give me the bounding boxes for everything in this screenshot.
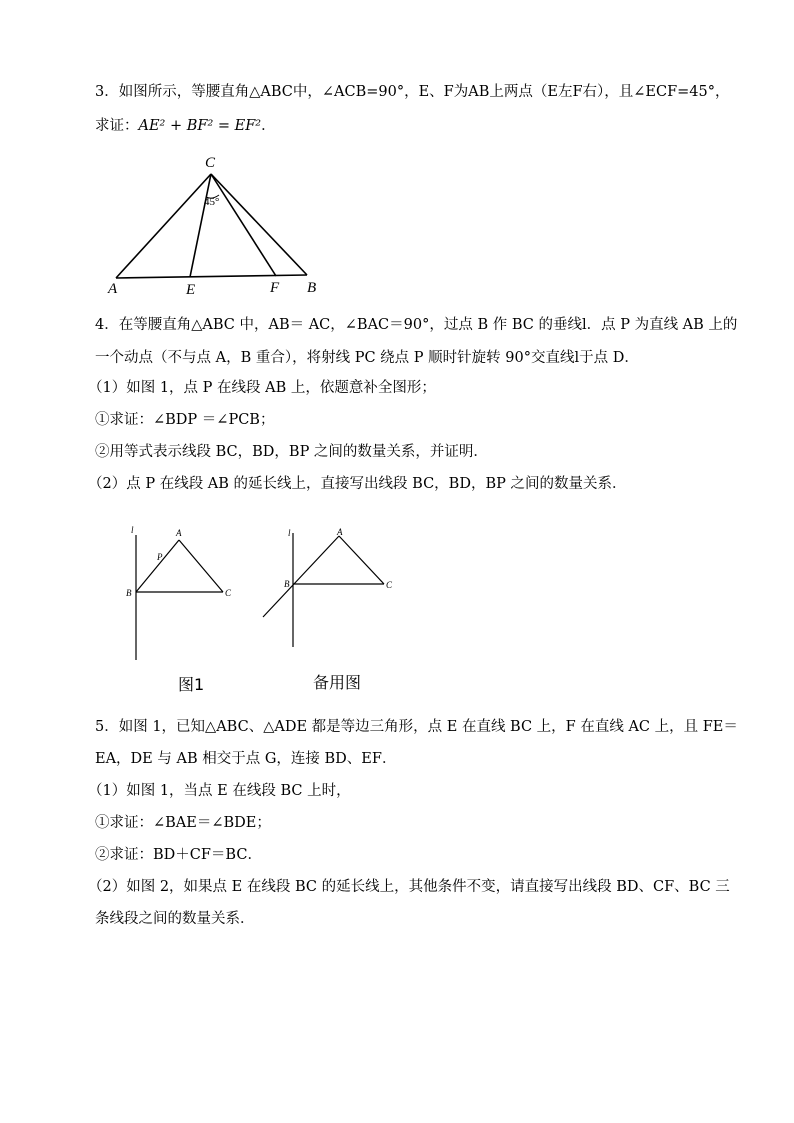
label-l: l <box>131 525 134 535</box>
segment-ce <box>190 174 211 277</box>
segment-ac <box>116 174 211 278</box>
label-e: E <box>186 282 196 298</box>
label-c: C <box>386 580 393 590</box>
segment-ac <box>179 540 223 592</box>
problem4-part2: （2）点 P 在线段 AB 的延长线上，直接写出线段 BC，BD，BP 之间的数量关系． <box>88 476 627 492</box>
figure2-caption: 备用图 <box>313 673 362 692</box>
label-c: C <box>205 155 216 171</box>
label-l: l <box>288 528 291 538</box>
segment-ac <box>339 536 384 584</box>
label-c: C <box>225 588 232 598</box>
problem3-suffix: ． <box>261 118 276 134</box>
problem4-figure2 <box>260 525 400 655</box>
problem3-line2 <box>95 116 276 136</box>
segment-ba <box>136 540 179 592</box>
label-a: A <box>176 528 182 538</box>
problem3-equation: AE² + BF² = EF² <box>138 118 262 134</box>
line-ab-extended <box>263 536 339 617</box>
problem5-part2-line1: （2）如图 2，如果点 E 在线段 BC 的延长线上，其他条件不变，请直接写出线段 BD、CF、BC 三 <box>88 879 730 895</box>
problem4-part1-i: ①求证：∠BDP ＝∠PCB； <box>95 412 275 428</box>
problem5-part1-ii: ②求证：BD＋CF＝BC． <box>95 847 262 863</box>
problem3-figure <box>100 150 340 300</box>
problem4-line2: 一个动点（不与点 A，B 重合），将射线 PC 绕点 P 顺时针旋转 90°交直线l于点 D． <box>95 350 639 366</box>
label-b: B <box>284 579 290 589</box>
problem4-figure1 <box>125 525 245 675</box>
problem4-part1-ii: ②用等式表示线段 BC，BD，BP 之间的数量关系，并证明． <box>95 444 488 460</box>
problem5-line1: 5．如图 1，已知△ABC、△ADE 都是等边三角形，点 E 在直线 BC 上，F 在直线 AC 上，且 FE＝ <box>95 719 738 735</box>
label-f: F <box>270 280 280 296</box>
problem5-part1-i: ①求证：∠BAE＝∠BDE； <box>95 815 271 831</box>
segment-cb <box>211 174 307 275</box>
label-a: A <box>108 281 118 297</box>
problem5-line2: EA，DE 与 AB 相交于点 G，连接 BD、EF． <box>95 751 397 767</box>
problem4-part1: （1）如图 1，点 P 在线段 AB 上，依题意补全图形； <box>88 380 436 396</box>
label-b: B <box>307 280 317 296</box>
label-b: B <box>126 588 132 598</box>
problem3-prefix: 求证： <box>95 118 139 134</box>
segment-ab <box>116 275 307 278</box>
label-p: P <box>157 552 163 562</box>
problem5-part2-line2: 条线段之间的数量关系． <box>95 911 255 927</box>
problem3-line1: 3．如图所示，等腰直角△ABC中，∠ACB=90°，E、F为AB上两点（E左F右），且∠ECF=45°， <box>95 84 730 100</box>
problem4-line1: 4．在等腰直角△ABC 中，AB＝ AC，∠BAC＝90°，过点 B 作 BC 的垂线l．点 P 为直线 AB 上的 <box>95 317 738 333</box>
problem5-part1: （1）如图 1，当点 E 在线段 BC 上时， <box>88 783 351 799</box>
figure1-caption: 图1 <box>178 675 205 694</box>
segment-cf <box>211 174 276 276</box>
label-a: A <box>337 527 343 537</box>
label-angle: 45° <box>204 196 220 208</box>
